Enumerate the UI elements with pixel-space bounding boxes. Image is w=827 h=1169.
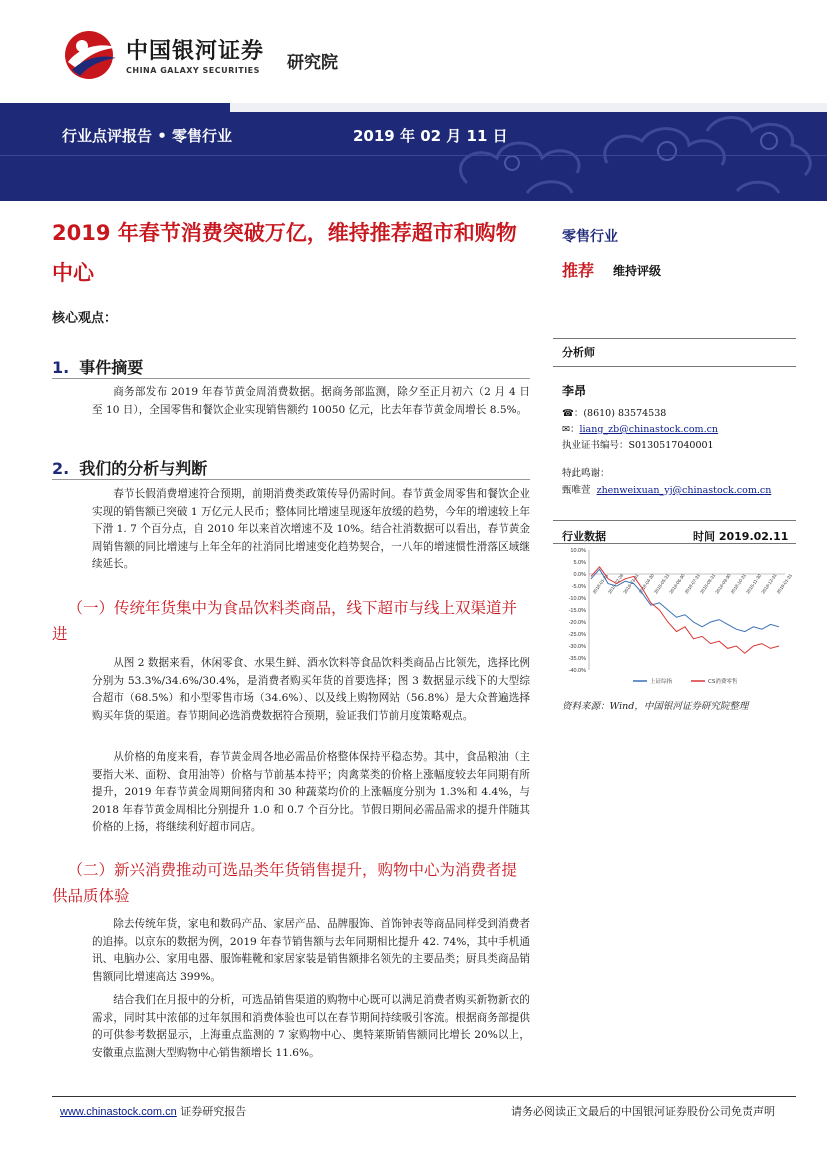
header-banner: [0, 103, 827, 201]
footer-label: 证券研究报告: [176, 1105, 247, 1118]
analyst-label: 分析师: [562, 346, 595, 359]
x-tick-label: 2018-09-30: [714, 572, 732, 595]
x-tick-label: 2018-03-31: [622, 572, 640, 595]
section-2-rule: [52, 479, 530, 480]
industry-data-label: 行业数据: [562, 530, 606, 543]
x-tick-label: 2018-04-30: [637, 572, 656, 595]
analyst-top-rule: [553, 338, 796, 339]
rating: 推荐: [562, 261, 595, 280]
rating-status: 维持评级: [613, 264, 662, 278]
website-link[interactable]: www.chinastock.com.cn: [60, 1106, 177, 1118]
x-tick-label: 2018-02-28: [607, 572, 625, 595]
y-tick-label: -10.0%: [568, 596, 586, 602]
x-tick-label: 2018-08-31: [699, 572, 717, 595]
thanks-email-link[interactable]: zhenweixuan_yj@chinastock.com.cn: [596, 485, 772, 496]
subsection-2-paragraph-1: 除去传统年货，家电和数码产品、家居产品、品牌服饰、首饰钟表等商品同样受到消费者的追捧。以京东的数据为例，2019 年春节销售额与去年同期相比提升 42. 74%，其中手机通讯、电脑办公、家用电器、服饰鞋靴和家居家装是销售额排名领先的主要品类；厨具类商品销售额同比增速高达 399%。: [92, 918, 530, 983]
footer-disclaimer: 请务必阅读正文最后的中国银河证券股份公司免责声明: [511, 1105, 775, 1118]
analyst-phone: ☎：(8610) 83574538: [562, 408, 667, 419]
thanks-label: 特此鸣谢：: [562, 468, 610, 479]
galaxy-logo-icon: [62, 28, 122, 83]
company-logo: [62, 28, 382, 83]
y-tick-label: 5.0%: [573, 560, 586, 566]
footer-left: [60, 1103, 246, 1119]
section-1-number: 1.: [52, 358, 70, 377]
x-tick-label: 2018-01-31: [591, 572, 610, 595]
x-tick-label: 2018-12-31: [760, 572, 778, 595]
footer-rule: [52, 1096, 796, 1097]
section-2-heading: [52, 456, 207, 479]
cloud-pattern-icon: [407, 103, 827, 201]
core-view-label: 核心观点：: [52, 311, 118, 326]
y-tick-label: -15.0%: [568, 608, 586, 614]
email-icon: ✉：: [562, 424, 580, 435]
section-2-number: 2.: [52, 459, 70, 478]
x-tick-label: 2019-01-31: [775, 572, 794, 595]
legend-label: 上证综指: [650, 679, 673, 685]
x-tick-label: 2018-10-31: [729, 572, 748, 595]
analyst-email-link[interactable]: liang_zb@chinastock.com.cn: [579, 424, 719, 435]
subsection-1-title: （一）传统年货集中为食品饮料类商品，线下超市与线上双渠道并进: [52, 599, 518, 643]
section-2-title: 我们的分析与判断: [79, 459, 208, 478]
banner-divider: [0, 155, 827, 156]
analyst-bottom-rule: [553, 366, 796, 367]
y-tick-label: 10.0%: [570, 548, 586, 554]
y-tick-label: -30.0%: [568, 644, 586, 650]
y-tick-label: -25.0%: [568, 632, 586, 638]
x-tick-label: 2018-11-30: [745, 573, 763, 595]
section-2-paragraph: 春节长假消费增速符合预期，前期消费类政策传导仍需时间。春节黄金周零售和餐饮企业实现的销售额已突破 1 万亿元人民币；整体同比增速呈现逐年放缓的趋势，今年的增速较上年下滑 1. 7 个百分点，自 2010 年以来首次增速不及 10%。结合社消数据可以看出，春节黄金周销售额的同比增速与上年全年的社消同比增速变化趋势契合，一八年的增速惯性滑落区域继续延长。: [92, 488, 530, 571]
thanks-name: 甄唯萱: [562, 485, 591, 496]
industry-index-chart: [553, 544, 796, 689]
subsection-1-paragraph-2: 从价格的角度来看，春节黄金周各地必需品价格整体保持平稳态势。其中，食品粮油（主要指大米、面粉、食用油等）价格与节前基本持平；肉禽菜类的价格上涨幅度较去年同期有所提升，2019 年春节黄金周期间猪肉和 30 种蔬菜均价的上涨幅度分别为 1.3%和 4.4%，与 2018 年春节黄金周相比分别提升 1.0 和 0.7 个百分比。节假日期间必需品需求的提升伴随其价格的上扬，将继续利好超市同店。: [92, 751, 530, 834]
analyst-email-row: [562, 421, 718, 435]
section-1-title: 事件摘要: [79, 358, 144, 377]
industry-data-date: 时间 2019.02.11: [693, 530, 789, 543]
section-1-rule: [52, 378, 530, 379]
analyst-cert: 执业证书编号：S0130517040001: [562, 440, 714, 451]
section-1-paragraph: 商务部发布 2019 年春节黄金周消费数据。据商务部监测，除夕至正月初六（2 月 4 日至 10 日），全国零售和餐饮企业实现销售额约 10050 亿元，比去年春节黄金周增长 8.5%。: [92, 386, 530, 416]
data-top-rule: [553, 520, 796, 521]
x-tick-label: 2018-05-31: [653, 572, 671, 595]
thanks-row: [562, 482, 771, 496]
legend-label: CS消费零售: [708, 679, 738, 685]
chart-source: 资料来源：Wind，中国银河证券研究院整理: [562, 701, 749, 712]
sector-name: 零售行业: [562, 229, 618, 245]
section-1-heading: [52, 355, 143, 378]
subsection-2-title: （二）新兴消费推动可选品类年货销售提升，购物中心为消费者提供品质体验: [52, 861, 518, 905]
y-tick-label: -5.0%: [571, 584, 586, 590]
y-tick-label: -40.0%: [568, 668, 586, 674]
x-tick-label: 2018-07-31: [683, 572, 702, 595]
report-date: 2019 年 02 月 11 日: [353, 127, 508, 145]
institute-name: 研究院: [287, 53, 338, 73]
report-type: 行业点评报告 • 零售行业: [62, 127, 233, 145]
y-tick-label: -35.0%: [568, 656, 586, 662]
x-tick-label: 2018-06-30: [668, 572, 686, 595]
y-tick-label: -20.0%: [568, 620, 586, 626]
subsection-1-paragraph-1: 从图 2 数据来看，休闲零食、水果生鲜、酒水饮料等食品饮料类商品占比领先，选择比例分别为 53.3%/34.6%/30.4%，是消费者购买年货的首要选择；图 3 数据显示线下的大型综合超市（68.5%）和小型零售市场（34.6%）、以及线上购物网站（56.8%）是大众普遍选择购买年货的渠道。春节期间必选消费数据符合预期，验证我们节前月度策略观点。: [92, 657, 530, 722]
y-tick-label: 0.0%: [573, 572, 586, 578]
subsection-2-paragraph-2: 结合我们在月报中的分析，可选品销售渠道的购物中心既可以满足消费者购买新物新衣的需求，同时其中浓郁的过年氛围和消费体验也可以在春节期间持续吸引客流。根据商务部提供的可供参考数据显示，上海重点监测的 7 家购物中心、奥特莱斯销售额同比增长 20%以上，安徽重点监测大型购物中心销售额增长 11.6%。: [92, 994, 530, 1059]
logo-chinese-name: 中国银河证券: [126, 39, 265, 64]
analyst-name: 李昂: [562, 384, 587, 398]
logo-english-name: CHINA GALAXY SECURITIES: [126, 66, 260, 75]
report-title: 2019 年春节消费突破万亿，维持推荐超市和购物中心: [52, 221, 517, 285]
